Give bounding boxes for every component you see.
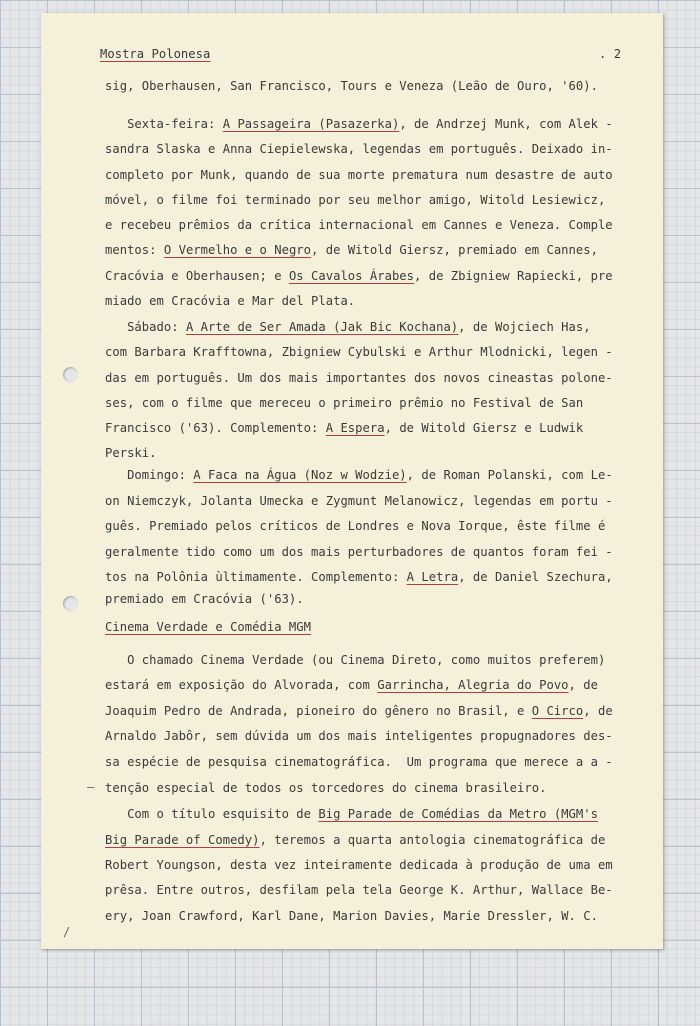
text-line	[105, 117, 613, 131]
underlined-title: A Letra	[406, 570, 459, 584]
text-segment: Joaquim Pedro de Andrada, pioneiro do gênero no Brasil, e	[105, 704, 532, 718]
text-line	[105, 883, 613, 897]
typewritten-page	[41, 13, 663, 949]
text-line	[105, 678, 598, 692]
text-line	[105, 294, 355, 308]
text-line	[105, 320, 591, 334]
text-segment: Sexta-feira:	[105, 117, 223, 131]
page-header-title: Mostra Polonesa	[100, 47, 211, 61]
page-number: . 2	[599, 47, 622, 61]
text-segment: ses, com o filme que mereceu o primeiro prêmio no Festival de San	[105, 396, 584, 410]
text-segment: geralmente tido como um dos mais perturbadores de quantos foram fei -	[105, 545, 613, 559]
text-line	[105, 142, 613, 156]
text-segment: , de Witold Giersz e Ludwik	[384, 421, 584, 435]
text-line	[105, 421, 583, 435]
text-line	[105, 79, 598, 93]
underlined-title: Big Parade of Comedy)	[105, 833, 260, 847]
text-segment: tenção especial de todos os torcedores do cinema brasileiro.	[105, 781, 547, 795]
text-line	[105, 168, 613, 182]
text-segment: mentos:	[105, 243, 164, 257]
text-line	[105, 653, 605, 667]
typed-text	[41, 13, 622, 923]
text-segment: on Niemczyk, Jolanta Umecka e Zygmunt Melanowicz, legendas em portu -	[105, 494, 613, 508]
text-segment: premiado em Cracóvia ('63).	[105, 592, 304, 606]
text-segment: , de Andrzej Munk, com Alek -	[399, 117, 613, 131]
text-segment: ery, Joan Crawford, Karl Dane, Marion Davies, Marie Dressler, W. C.	[105, 909, 598, 923]
text-line	[105, 243, 598, 257]
text-segment: miado em Cracóvia e Mar del Plata.	[105, 294, 356, 308]
text-line	[105, 807, 598, 821]
text-line	[105, 494, 613, 508]
text-segment: sandra Slaska e Anna Ciepielewska, legendas em português. Deixado in-	[105, 142, 613, 156]
underlined-title: A Passageira (Pasazerka)	[222, 117, 400, 131]
text-segment: Domingo:	[105, 468, 194, 482]
underlined-title: O Circo	[531, 704, 584, 718]
underlined-title: A Espera	[325, 421, 385, 435]
text-segment: sig, Oberhausen, San Francisco, Tours e Veneza (Leão de Ouro, '60).	[105, 79, 598, 93]
text-line	[105, 269, 613, 283]
pen-mark: /	[63, 925, 71, 939]
text-segment: , de Wojciech Has,	[458, 320, 591, 334]
text-segment: Robert Youngson, desta vez inteiramente dedicada à produção de uma em	[105, 858, 613, 872]
text-segment: Perski.	[105, 446, 157, 460]
text-segment: , de Zbigniew Rapiecki, pre	[414, 269, 613, 283]
text-line	[105, 193, 605, 207]
text-line	[105, 218, 613, 232]
text-segment: sa espécie de pesquisa cinematográfica. Um programa que merece a a -	[105, 755, 613, 769]
text-segment: guês. Premiado pelos críticos de Londres e Nova Iorque, êste filme é	[105, 519, 606, 533]
text-line	[105, 446, 157, 460]
text-segment: Francisco ('63). Complemento:	[105, 421, 326, 435]
text-segment: , de	[568, 678, 598, 692]
text-line	[105, 371, 613, 385]
text-segment: , de Witold Giersz, premiado em Cannes,	[311, 243, 598, 257]
punch-hole	[63, 367, 78, 382]
text-line	[105, 755, 613, 769]
text-segment: , teremos a quarta antologia cinematográfica de	[259, 833, 606, 847]
text-line	[105, 396, 583, 410]
text-line	[105, 833, 605, 847]
text-line	[105, 545, 613, 559]
underlined-title: Cinema Verdade e Comédia MGM	[105, 620, 312, 634]
text-segment: , de Roman Polanski, com Le-	[406, 468, 613, 482]
text-segment: com Barbara Krafftowna, Zbigniew Cybulski e Arthur Mlodnicki, legen -	[105, 345, 613, 359]
text-line	[105, 468, 613, 482]
text-line	[105, 781, 546, 795]
text-line	[105, 909, 598, 923]
underlined-title: A Faca na Água (Noz w Wodzie)	[193, 468, 407, 482]
text-segment: Cracóvia e Oberhausen; e	[105, 269, 289, 283]
text-segment: completo por Munk, quando de sua morte prematura num desastre de auto	[105, 168, 613, 182]
pen-mark: —	[87, 780, 95, 794]
text-line	[105, 519, 605, 533]
text-line	[105, 858, 613, 872]
underlined-title: Os Cavalos Árabes	[288, 269, 415, 283]
text-segment: Sábado:	[105, 320, 186, 334]
underlined-title: Garrincha, Alegria do Povo	[377, 678, 569, 692]
text-line	[105, 570, 613, 584]
text-line	[105, 620, 311, 634]
text-segment: das em português. Um dos mais importantes dos novos cineastas polone-	[105, 371, 613, 385]
text-segment: estará em exposição do Alvorada, com	[105, 678, 378, 692]
text-segment: e recebeu prêmios da crítica internacional em Cannes e Veneza. Comple	[105, 218, 613, 232]
underlined-title: Big Parade de Comédias da Metro (MGM's	[318, 807, 598, 821]
text-line	[105, 345, 613, 359]
text-segment: tos na Polônia ùltimamente. Complemento:	[105, 570, 407, 584]
underlined-title: O Vermelho e o Negro	[163, 243, 312, 257]
text-segment: Com o título esquisito de	[105, 807, 319, 821]
text-segment: O chamado Cinema Verdade (ou Cinema Direto, como muitos preferem)	[105, 653, 606, 667]
text-line	[105, 704, 613, 718]
text-segment: Arnaldo Jabôr, sem dúvida um dos mais inteligentes propugnadores des-	[105, 729, 613, 743]
punch-hole	[63, 596, 78, 611]
text-segment: , de	[583, 704, 613, 718]
text-line	[105, 592, 304, 606]
underlined-title: A Arte de Ser Amada (Jak Bic Kochana)	[185, 320, 459, 334]
text-line	[105, 729, 613, 743]
text-segment: prêsa. Entre outros, desfilam pela tela George K. Arthur, Wallace Be-	[105, 883, 613, 897]
text-segment: , de Daniel Szechura,	[458, 570, 613, 584]
text-segment: móvel, o filme foi terminado por seu melhor amigo, Witold Lesiewicz,	[105, 193, 606, 207]
